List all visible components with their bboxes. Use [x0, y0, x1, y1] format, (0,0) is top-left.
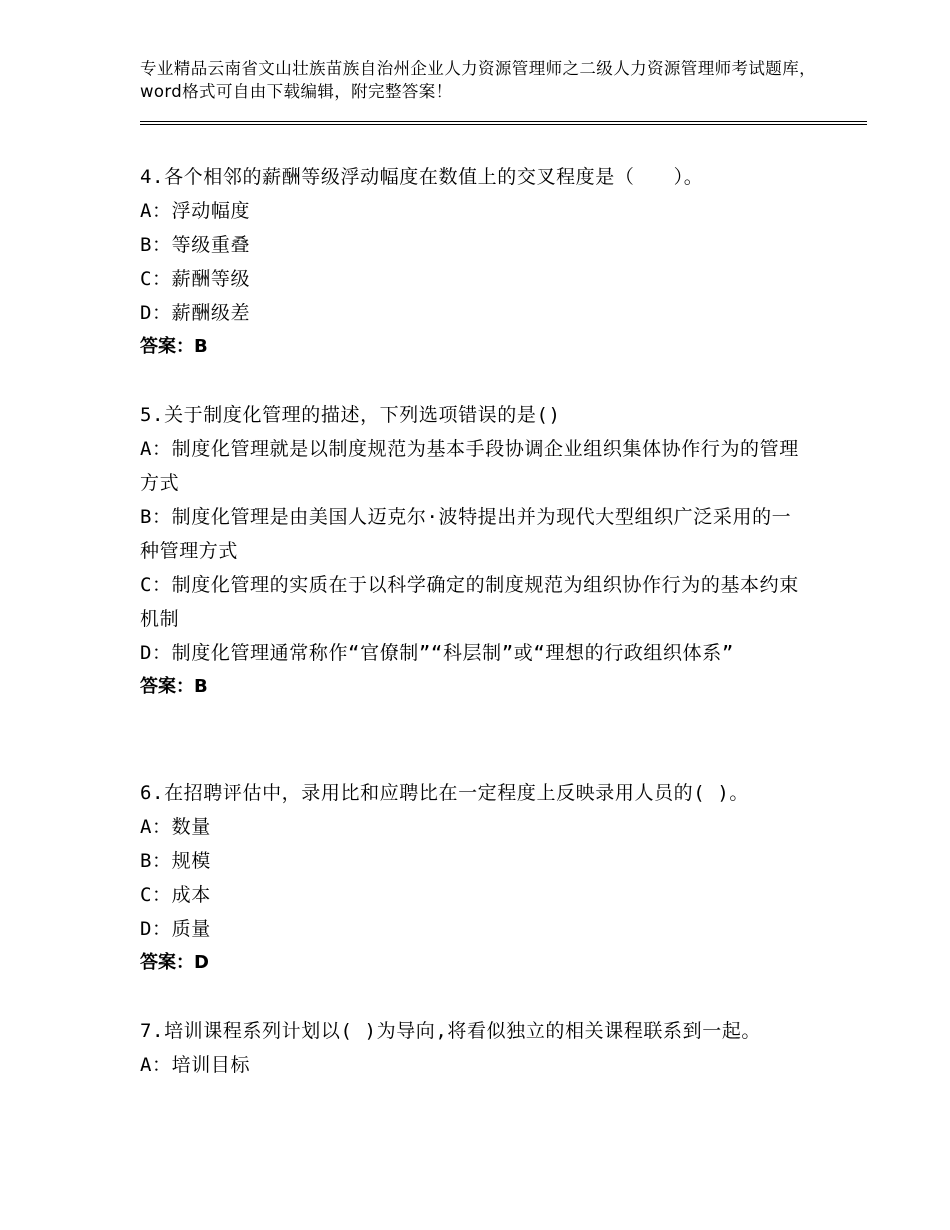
option-c: C：成本 — [140, 884, 211, 906]
question-stem: 6.在招聘评估中，录用比和应聘比在一定程度上反映录用人员的( )。 — [140, 782, 749, 804]
answer: 答案：B — [140, 676, 208, 697]
answer: 答案：B — [140, 336, 208, 357]
option-d: D：制度化管理通常称作“官僚制”“科层制”或“理想的行政组织体系” — [140, 642, 734, 664]
option-c: C：制度化管理的实质在于以科学确定的制度规范为组织协作行为的基本约束机制 — [140, 574, 799, 630]
option-a: A：培训目标 — [140, 1054, 251, 1076]
question-stem: 4.各个相邻的薪酬等级浮动幅度在数值上的交叉程度是（ ）。 — [140, 166, 704, 188]
question-stem: 7.培训课程系列计划以( )为导向,将看似独立的相关课程联系到一起。 — [140, 1020, 762, 1042]
option-b: B：规模 — [140, 850, 211, 872]
header-rule-bottom — [140, 124, 867, 125]
option-d: D：质量 — [140, 918, 211, 940]
question-5 — [140, 398, 810, 704]
question-stem: 5.关于制度化管理的描述，下列选项错误的是() — [140, 404, 561, 426]
option-b: B：制度化管理是由美国人迈克尔·波特提出并为现代大型组织广泛采用的一种管理方式 — [140, 506, 792, 562]
question-6 — [140, 776, 810, 980]
option-d: D：薪酬级差 — [140, 302, 251, 324]
option-c: C：薪酬等级 — [140, 268, 251, 290]
option-b: B：等级重叠 — [140, 234, 251, 256]
answer: 答案：D — [140, 952, 209, 973]
option-a: A：制度化管理就是以制度规范为基本手段协调企业组织集体协作行为的管理方式 — [140, 438, 799, 494]
question-7 — [140, 1014, 810, 1082]
option-a: A：数量 — [140, 816, 211, 838]
question-4 — [140, 160, 810, 364]
header-rule-top — [140, 121, 867, 122]
option-a: A：浮动幅度 — [140, 200, 251, 222]
document-header: 专业精品云南省文山壮族苗族自治州企业人力资源管理师之二级人力资源管理师考试题库，word格式可自由下载编辑，附完整答案！ — [140, 59, 816, 101]
